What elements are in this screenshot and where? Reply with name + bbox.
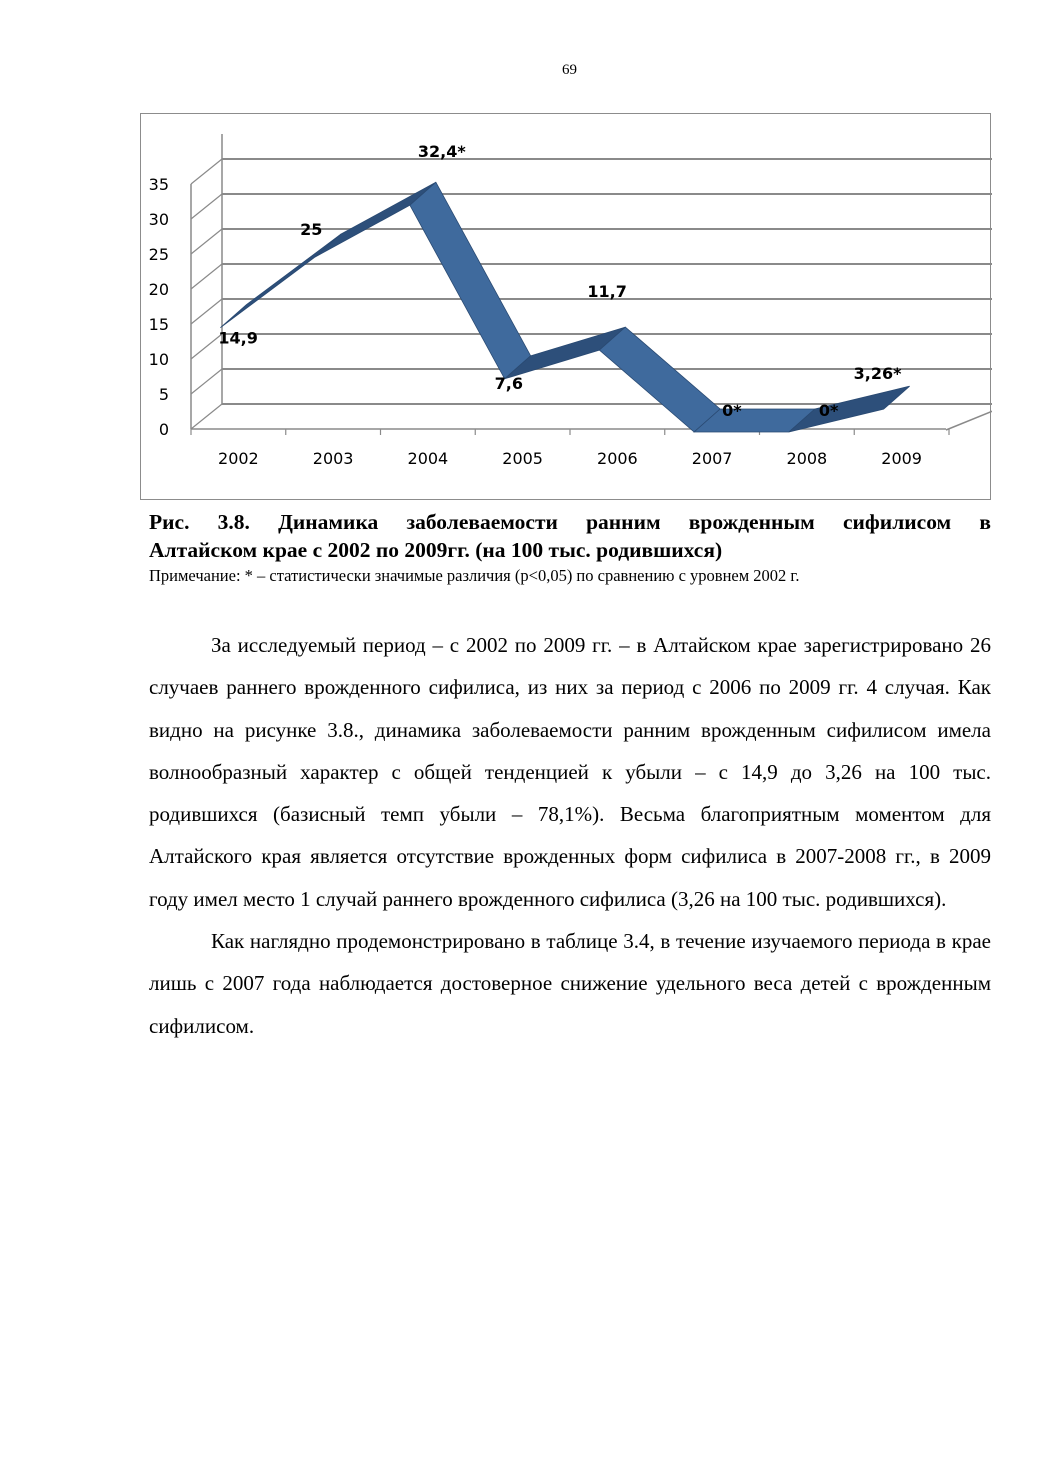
series-segment bbox=[599, 327, 720, 432]
series-segment bbox=[410, 182, 531, 379]
gridline-side bbox=[191, 334, 222, 359]
page-number: 69 bbox=[562, 62, 577, 78]
body-text bbox=[149, 624, 991, 1047]
x-tick-label: 2002 bbox=[218, 449, 259, 468]
x-tick-label: 2008 bbox=[786, 449, 828, 468]
series-segment bbox=[220, 234, 341, 328]
gridline-side bbox=[191, 159, 222, 184]
data-label: 11,7 bbox=[587, 282, 627, 302]
gridline-side bbox=[191, 264, 222, 289]
x-tick-label: 2005 bbox=[502, 449, 543, 468]
x-tick-label: 2004 bbox=[407, 449, 449, 468]
incidence-chart bbox=[141, 114, 992, 501]
data-label: 25 bbox=[300, 220, 323, 239]
y-tick-label: 10 bbox=[148, 350, 169, 369]
data-label: 7,6 bbox=[494, 373, 523, 393]
figure-caption bbox=[149, 508, 991, 564]
y-tick-label: 20 bbox=[148, 280, 169, 299]
data-label: 0* bbox=[722, 401, 742, 420]
figure-note: Примечание: * – статистически значимые различия (p<0,05) по сравнению с уровнем 2002 г. bbox=[149, 566, 800, 585]
x-axis-ticks bbox=[218, 449, 922, 468]
y-tick-label: 30 bbox=[148, 210, 169, 229]
y-tick-label: 15 bbox=[148, 315, 169, 334]
y-axis-ticks bbox=[149, 175, 169, 439]
paragraph-2: Как наглядно продемонстрировано в таблице 3.4, в течение изучаемого периода в крае лишь с 2007 года наблюдается достоверное снижение удельного веса детей с врожденным сифилисом. bbox=[149, 929, 991, 1038]
gridline-side bbox=[191, 369, 222, 394]
figure-caption-line1: Рис. 3.8. Динамика заболеваемости ранним врожденным сифилисом в bbox=[149, 510, 991, 534]
series-ribbon bbox=[220, 182, 909, 432]
gridline-side bbox=[191, 299, 222, 324]
paragraph-1: За исследуемый период – с 2002 по 2009 гг. – в Алтайском крае зарегистрировано 26 случаев раннего врожденного сифилиса, из них за период с 2006 по 2009 гг. 4 случая. Как видно на рисунке 3.8., динамика заболеваемости ранним врожденным сифилисом имела волнообразный характер с общей тенденцией к убыли – с 14,9 до 3,26 на 100 тыс. родившихся (базисный темп убыли – 78,1%). Весьма благоприятным моментом для Алтайского края является отсутствие врожденных форм сифилиса в 2007-2008 гг., в 2009 году имел место 1 случай раннего врожденного сифилиса (3,26 на 100 тыс. родившихся). bbox=[149, 633, 991, 911]
floor-edge bbox=[946, 404, 992, 430]
data-label: 32,4* bbox=[417, 142, 466, 162]
y-tick-label: 35 bbox=[148, 175, 169, 194]
y-tick-label: 0 bbox=[158, 420, 169, 439]
gridline-side bbox=[191, 194, 222, 219]
gridline-side bbox=[191, 229, 222, 254]
data-label: 14,9 bbox=[218, 328, 258, 348]
x-tick-label: 2007 bbox=[691, 449, 733, 468]
y-tick-label: 25 bbox=[148, 245, 169, 264]
x-tick-label: 2006 bbox=[597, 449, 638, 468]
x-tick-label: 2003 bbox=[312, 449, 354, 468]
y-tick-label: 5 bbox=[158, 385, 169, 404]
gridline-side bbox=[191, 404, 222, 429]
data-label: 3,26* bbox=[853, 364, 902, 384]
data-label: 0* bbox=[818, 401, 839, 420]
figure-caption-line2: Алтайском крае с 2002 по 2009гг. (на 100 тыс. родившихся) bbox=[149, 538, 723, 562]
data-labels bbox=[218, 142, 902, 420]
chart-frame bbox=[140, 113, 991, 500]
x-tick-label: 2009 bbox=[881, 449, 922, 468]
